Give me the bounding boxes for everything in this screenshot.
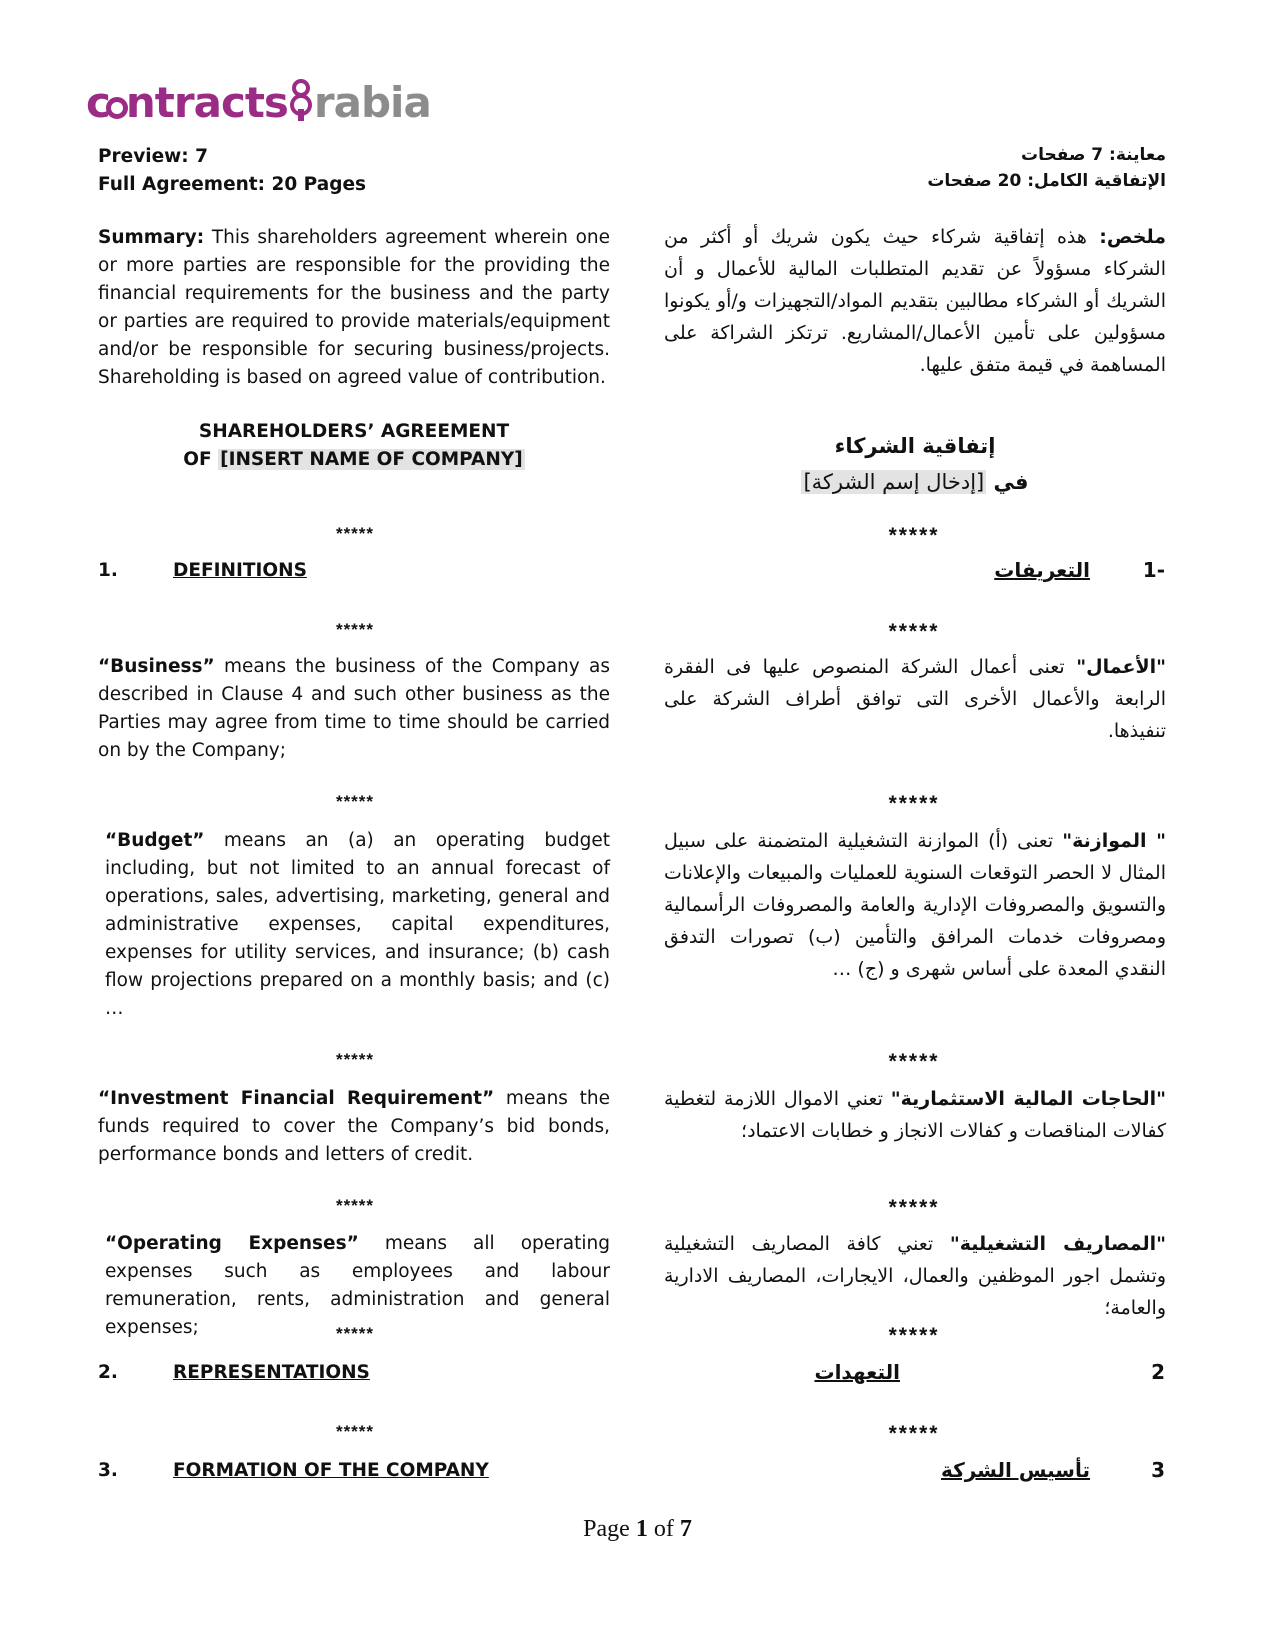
definition-text-en: means the funds required to cover the Company’s bid bonds, performance bonds and letters of credit. [98,1088,610,1165]
section-title-definitions-en: DEFINITIONS [173,560,307,581]
definition-text-ar: تعنى (أ) الموازنة التشغيلية المتضمنة على سبيل المثال لا الحصر التوقعات السنوية للعمليات والمبيعات والإعلانات والتسويق والمصروفات الإدارية والعامة والمصروفات الرأسمالية ومصروفات خدمات المرافق والتأمين (ب) تصورات التدفق النقدي المعدة على أساس شهرى و (ج) … [664,830,1166,980]
definition-term-en: “Operating Expenses” [105,1233,359,1254]
summary-ar [664,221,1166,381]
definition-term-en: “Investment Financial Requirement” [98,1088,495,1109]
page-label: Page [583,1516,636,1542]
definition-business-en [98,653,610,765]
separator-stars-ar: ***** [888,1324,940,1347]
logo-key-icon [288,79,314,123]
total-pages: 7 [679,1516,692,1542]
separator-stars-ar: ***** [888,1422,940,1445]
preview-info-en [98,143,610,199]
company-name-placeholder-ar: [إدخال إسم الشركة] [803,470,985,494]
definition-term-ar: " الموازنة" [1062,830,1166,852]
definition-budget-ar [664,825,1166,985]
logo-text-ntracts: ntracts [125,78,288,127]
definition-text-en: means the business of the Company as described in Clause 4 and such other business as the Parties may agree from time to time should be carried on by the Company; [98,656,610,761]
section-number-ar: 3 [1151,1458,1165,1482]
summary-text-en: This shareholders agreement wherein one or more parties are responsible for the providing the financial requirements for the business and the party or parties are required to provide materials/equipment and/or be responsible for securing business/projects. Shareholding is based on agreed value of contribution. [98,227,610,388]
summary-text-ar: هذه إتفاقية شركاء حيث يكون شريك أو أكثر من الشركاء مسؤولاً عن تقديم المتطلبات المالية للأعمال و أن الشريك أو الشركاء مطالبين بتقديم المواد/التجهيزات و/أو يكونوا مسؤولين على تأمين الأعمال/المشاريع. ترتكز الشراكة على المساهمة في قيمة متفق عليها. [664,226,1166,376]
title-of-ar: في [986,470,1029,494]
section-title-formation-en: FORMATION OF THE COMPANY [173,1460,489,1481]
separator-stars-ar: ***** [888,524,940,547]
agreement-title-ar [664,428,1166,500]
section-number-en: 3. [98,1460,118,1481]
definition-text-en: means all operating expenses such as employees and labour remuneration, rents, administration and general expenses; [105,1233,610,1338]
separator-stars-en: ***** [335,1196,375,1215]
preview-pages-ar: معاينة: 7 صفحات [1020,145,1166,165]
definition-text-ar: تعني كافة المصاريف التشغيلية وتشمل اجور الموظفين والعمال، الايجارات، المصاريف الادارية والعامة؛ [664,1233,1166,1319]
logo-c-ring [106,97,128,119]
logo-text-c: c [86,78,110,127]
definition-text-ar: تعنى أعمال الشركة المنصوص عليها فى الفقرة الرابعة والأعمال الأخرى التى توافق أطراف الشركة على تنفيذها. [664,656,1166,742]
agreement-title-line2-en [98,446,610,474]
definition-term-ar: "الأعمال" [1076,656,1166,678]
definition-investment-ar [664,1083,1166,1147]
agreement-title-line2-ar [664,464,1166,500]
section-number-en: 2. [98,1362,118,1383]
definition-text-en: means an (a) an operating budget including, but not limited to an annual forecast of operations, sales, advertising, marketing, general and administrative expenses, capital expenditures, expenses for utility services, and insurance; (b) cash flow projections prepared on a monthly basis; and (c) … [105,830,610,1019]
of-label: of [647,1516,680,1542]
definition-term-en: “Business” [98,656,215,677]
page-indicator [0,1516,1275,1543]
separator-stars-en: ***** [335,524,375,543]
separator-stars-en: ***** [335,620,375,639]
agreement-title-line1-ar: إتفاقية الشركاء [834,434,996,458]
section-number-en: 1. [98,560,118,581]
definition-term-en: “Budget” [105,830,205,851]
definition-text-ar: تعني الاموال اللازمة لتغطية كفالات المناقصات و كفالات الانجاز و خطابات الاعتماد؛ [664,1088,1166,1142]
section-title-definitions-ar: التعريفات [994,558,1090,582]
summary-label-ar: ملخص: [1099,226,1166,248]
definition-term-ar: "المصاريف التشغيلية" [949,1233,1166,1255]
logo-text-rabia: rabia [313,78,431,127]
title-of-en: OF [183,449,219,470]
current-page: 1 [635,1516,648,1542]
definition-investment-en [98,1085,610,1169]
section-title-formation-ar: تأسيس الشركة [940,1458,1090,1482]
definition-operating-expenses-ar [664,1228,1166,1324]
company-name-placeholder-en: [INSERT NAME OF COMPANY] [220,449,523,470]
section-title-representations-ar: التعهدات [814,1360,900,1384]
separator-stars-en: ***** [335,1422,375,1441]
separator-stars-ar: ***** [888,1050,940,1073]
agreement-title-line1-en: SHAREHOLDERS’ AGREEMENT [198,421,510,442]
section-title-representations-en: REPRESENTATIONS [173,1362,370,1383]
section-number-ar: 2 [1151,1360,1165,1384]
summary-en [98,224,610,392]
agreement-title-en [98,418,610,474]
company-logo [86,78,431,128]
definition-budget-en [105,827,610,1023]
separator-stars-en: ***** [335,1050,375,1069]
full-agreement-pages-ar: الإتفاقية الكامل: 20 صفحات [927,171,1166,191]
preview-pages-en: Preview: 7 [98,146,208,167]
separator-stars-ar: ***** [888,1196,940,1219]
definition-business-ar [664,651,1166,747]
preview-info-ar [664,142,1166,194]
separator-stars-en: ***** [335,792,375,811]
definition-term-ar: "الحاجات المالية الاستثمارية" [890,1088,1166,1110]
separator-stars-en: ***** [335,1324,375,1343]
section-number-ar: -1 [1142,558,1165,582]
summary-label-en: Summary: [98,227,205,248]
full-agreement-pages-en: Full Agreement: 20 Pages [98,174,366,195]
separator-stars-ar: ***** [888,792,940,815]
separator-stars-ar: ***** [888,620,940,643]
